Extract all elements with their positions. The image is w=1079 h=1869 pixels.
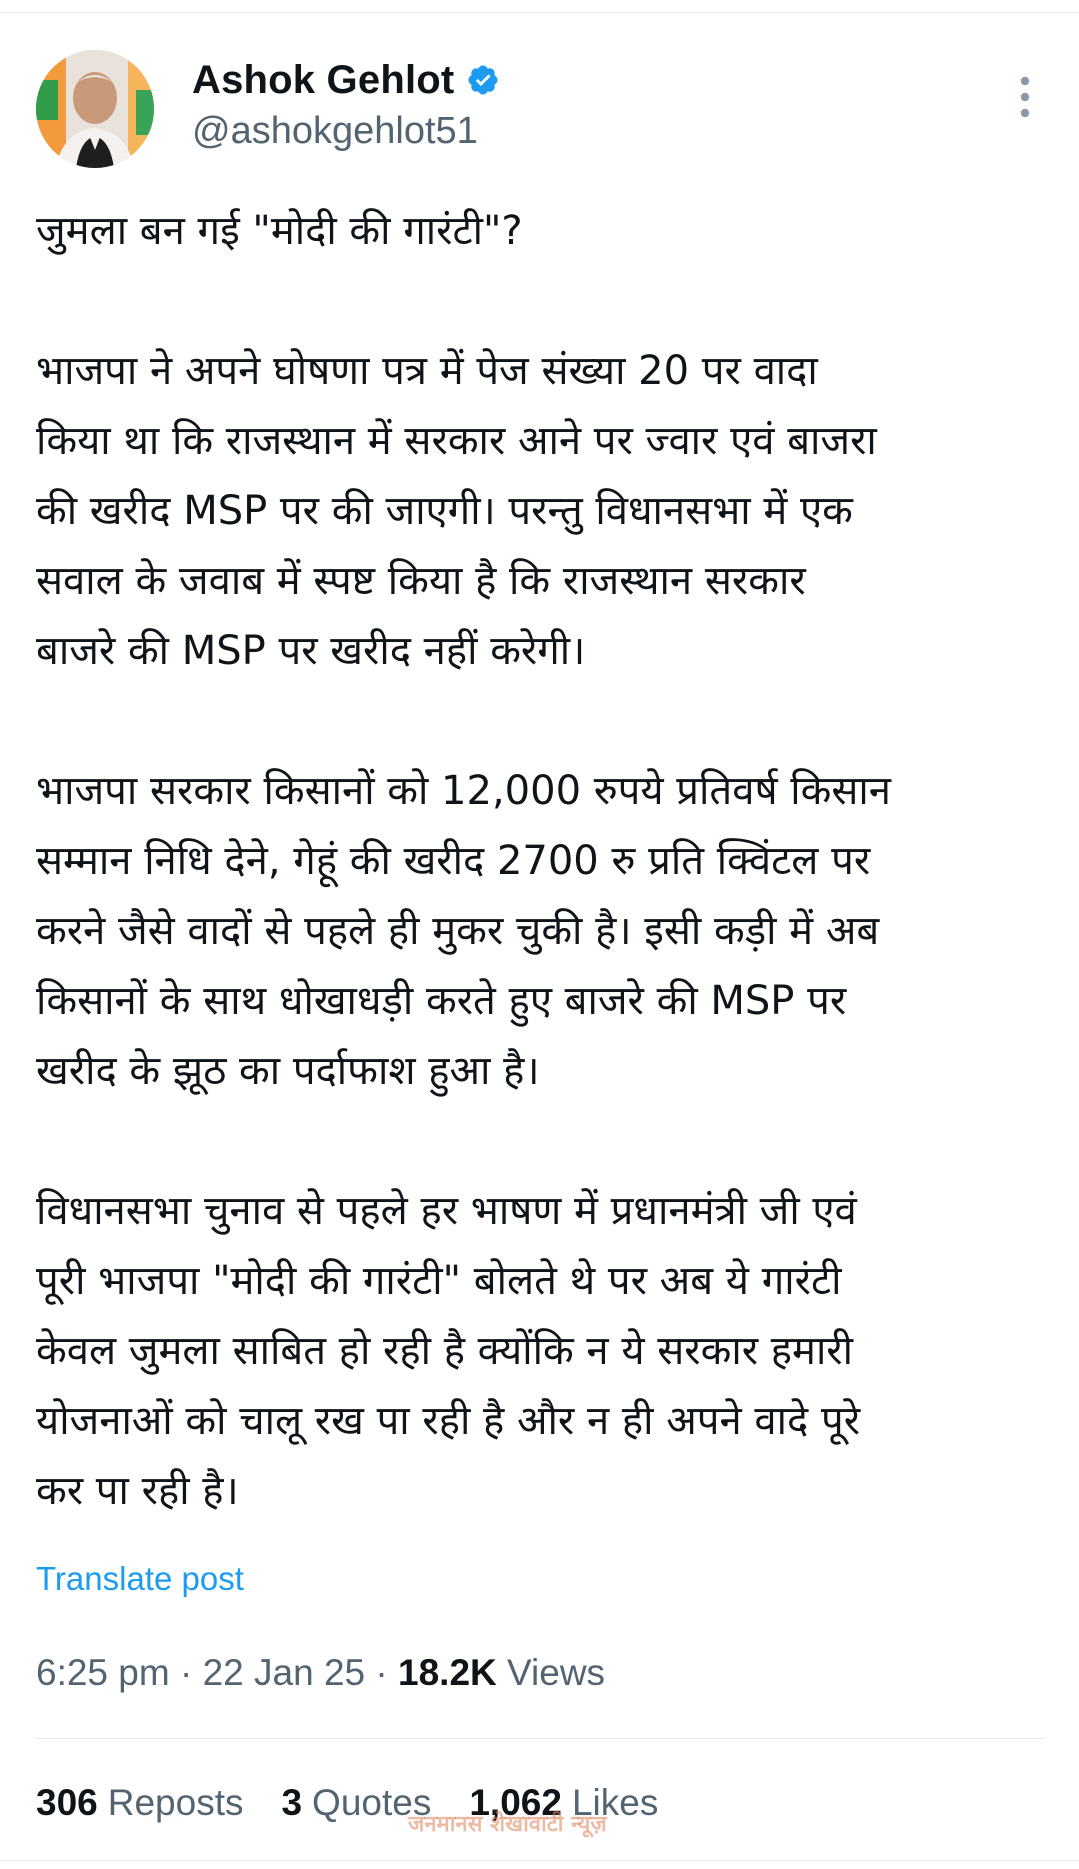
quotes-count: 3 <box>281 1782 303 1823</box>
post-title-line: जुमला बन गई "मोदी की गारंटी"? <box>36 208 523 254</box>
meta-separator: · <box>179 1652 193 1693</box>
avatar-photo-icon <box>36 50 154 168</box>
post-text <box>36 196 1046 1526</box>
translate-post-link[interactable]: Translate post <box>36 1560 244 1597</box>
more-options-icon[interactable] <box>1010 72 1040 122</box>
reposts-stat[interactable] <box>36 1782 243 1824</box>
views-count: 18.2K <box>398 1652 497 1693</box>
post-header <box>36 46 1046 176</box>
verified-badge-icon[interactable] <box>466 63 500 97</box>
post-meta <box>36 1652 605 1694</box>
likes-label: Likes <box>571 1782 659 1823</box>
reposts-label: Reposts <box>107 1782 244 1823</box>
likes-count: 1,062 <box>469 1782 562 1823</box>
quotes-stat[interactable] <box>281 1782 431 1824</box>
post-paragraph-1: भाजपा ने अपने घोषणा पत्र में पेज संख्या 20 पर वादा किया था कि राजस्थान में सरकार आने पर ज्वार एवं बाजरा की खरीद MSP पर की जाएगी। परन्तु विधानसभा में एक सवाल के जवाब में स्पष्ट किया है कि राजस्थान सरकार बाजरे की MSP पर खरीद नहीं करेगी। <box>36 348 877 674</box>
post-time[interactable]: 6:25 pm <box>36 1652 170 1693</box>
author-handle[interactable]: @ashokgehlot51 <box>192 110 478 152</box>
paragraph-spacer <box>36 1106 1046 1176</box>
paragraph-spacer <box>36 686 1046 756</box>
post-paragraph-3: विधानसभा चुनाव से पहले हर भाषण में प्रधानमंत्री जी एवं पूरी भाजपा "मोदी की गारंटी" बोलते थे पर अब ये गारंटी केवल जुमला साबित हो रही है क्योंकि न ये सरकार हमारी योजनाओं को चालू रख पा रही है और न ही अपने वादे पूरे कर पा रही है। <box>36 1188 861 1514</box>
display-name-row <box>192 54 500 106</box>
likes-stat[interactable] <box>469 1782 658 1824</box>
author-block <box>192 54 500 153</box>
paragraph-spacer <box>36 266 1046 336</box>
engagement-stats <box>36 1782 658 1824</box>
top-divider <box>0 12 1079 13</box>
post-paragraph-2: भाजपा सरकार किसानों को 12,000 रुपये प्रतिवर्ष किसान सम्मान निधि देने, गेहूं की खरीद 2700 रु प्रति क्विंटल पर करने जैसे वादों से पहले ही मुकर चुकी है। इसी कड़ी में अब किसानों के साथ धोखाधड़ी करते हुए बाजरे की MSP पर खरीद के झूठ का पर्दाफाश हुआ है। <box>36 768 891 1094</box>
stats-divider <box>36 1738 1044 1739</box>
display-name[interactable]: Ashok Gehlot <box>192 57 455 102</box>
reposts-count: 306 <box>36 1782 98 1823</box>
quotes-label: Quotes <box>312 1782 432 1823</box>
views-label: Views <box>507 1652 606 1693</box>
bottom-divider <box>0 1860 1079 1861</box>
avatar[interactable] <box>36 50 154 168</box>
post-date[interactable]: 22 Jan 25 <box>202 1652 366 1693</box>
watermark-logo: जनमानस शेखावाटी न्यूज़ <box>408 1812 607 1837</box>
meta-separator: · <box>375 1652 388 1693</box>
